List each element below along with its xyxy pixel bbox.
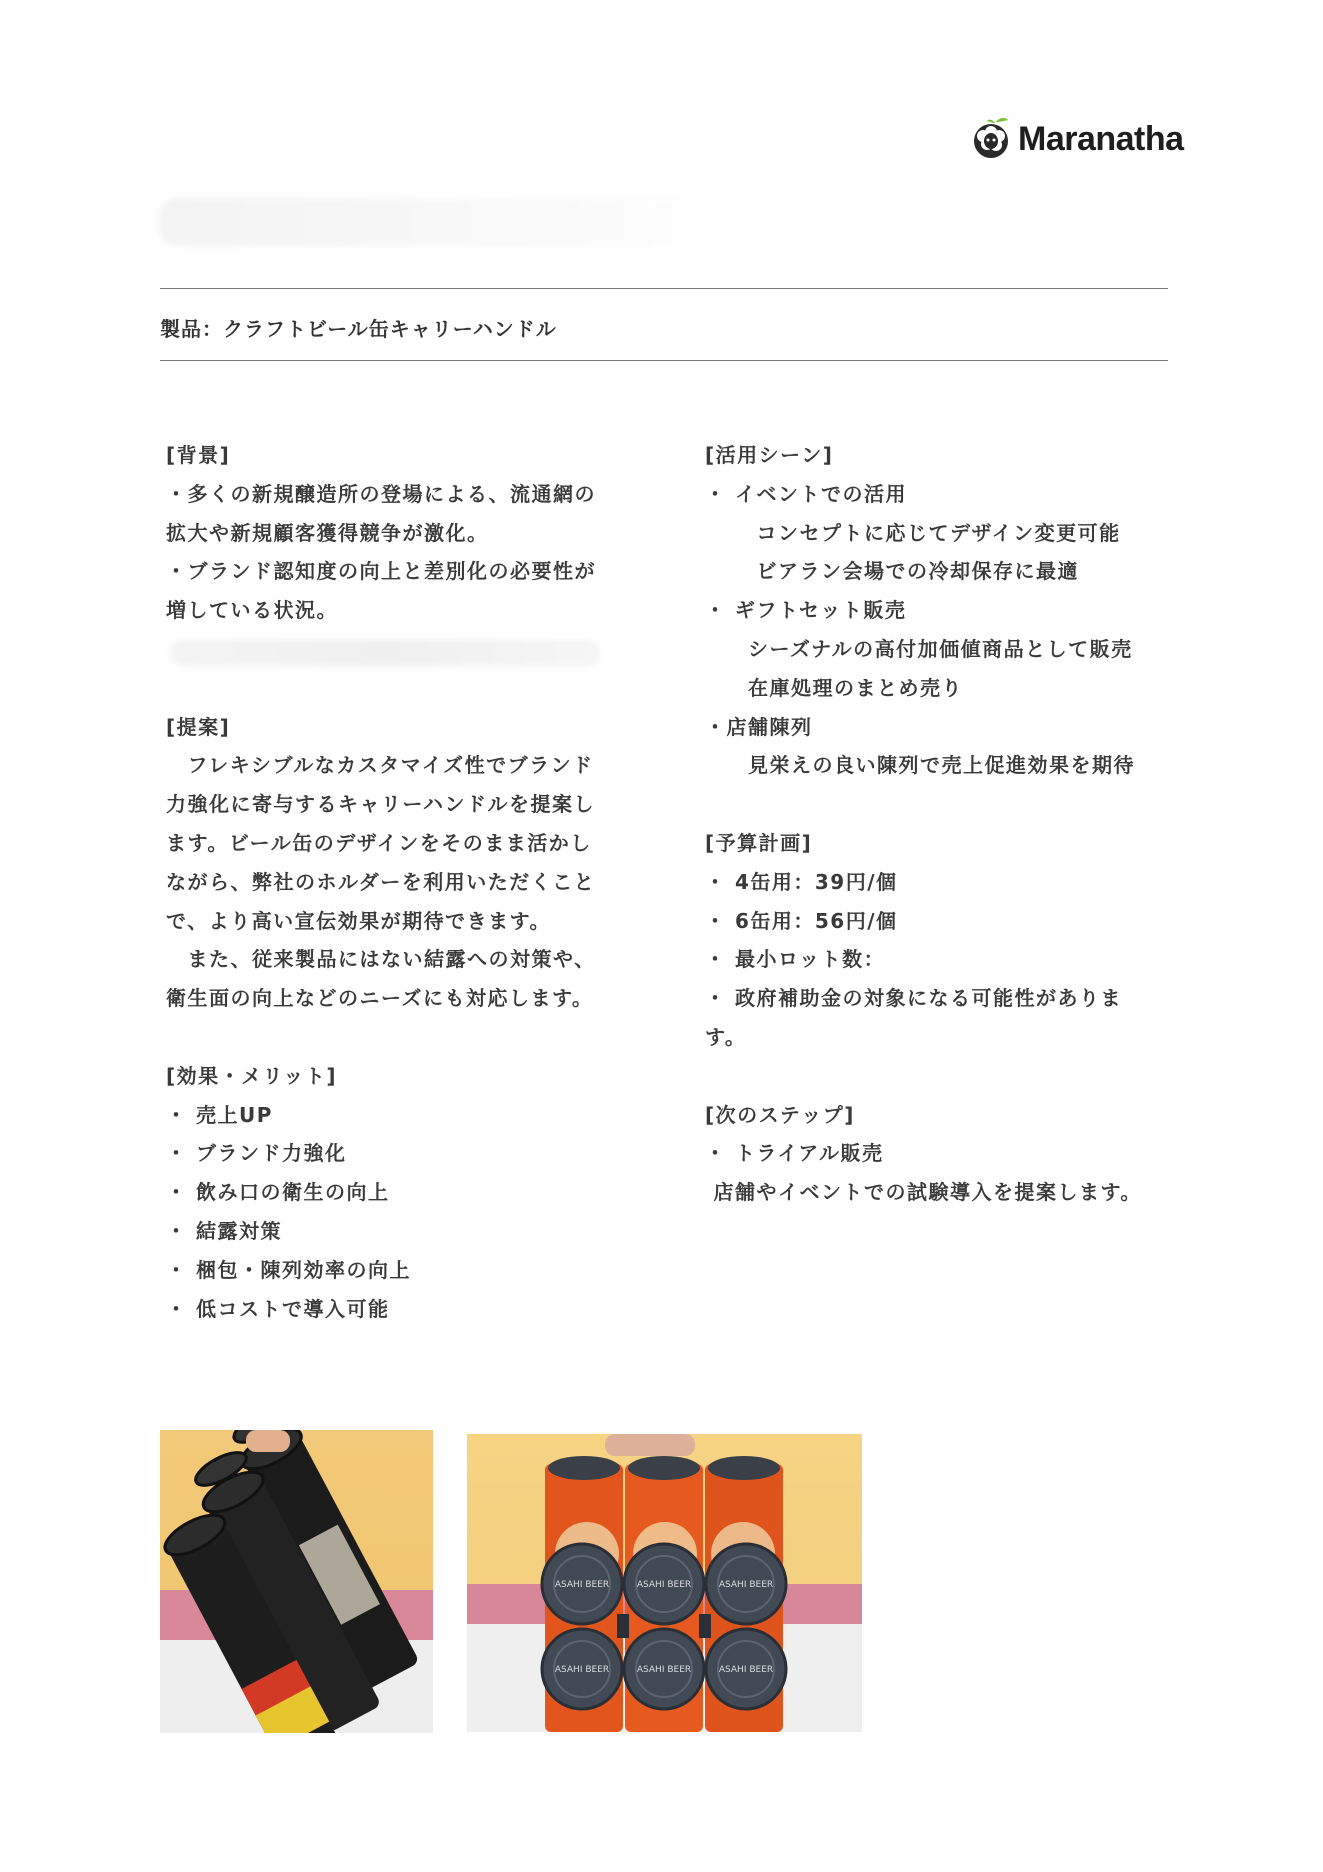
can-cap-label: ASAHI BEER [718,1580,774,1590]
proposal-line: 力強化に寄与するキャリーハンドルを提案し [166,792,595,817]
brand-name: Maranatha [1018,119,1184,158]
next-steps-line: 店舗やイベントでの試験導入を提案します。 [705,1180,1142,1205]
effects-item: ・ ブランド力強化 [166,1141,347,1166]
brand-logo [968,114,1184,164]
proposal-line: フレキシブルなカスタマイズ性でブランド [166,753,594,778]
left-column [166,436,636,1328]
background-line: ・多くの新規醸造所の登場による、流通網の [166,481,596,506]
can-cap-label: ASAHI BEER [554,1580,610,1590]
redacted-title [160,198,720,246]
can-cap-label: ASAHI BEER [554,1665,610,1675]
can-cap-label: ASAHI BEER [636,1580,692,1590]
budget-line: す。 [705,1024,747,1049]
background-line: 増している状況。 [166,598,338,623]
section-heading-background: [背景] [166,443,231,467]
scenes-line: 見栄えの良い陳列で売上促進効果を期待 [705,753,1135,778]
scenes-line: シーズナルの高付加価値商品として販売 [705,636,1133,661]
background-line: ・ブランド認知度の向上と差別化の必要性が [166,559,596,584]
section-heading-scenes: [活用シーン] [705,443,834,467]
proposal-line: また、従来製品にはない結露への対策や、 [166,947,596,972]
budget-line: ・ 6缶用：56円/個 [705,908,898,933]
can-cap-label: ASAHI BEER [718,1665,774,1675]
scenes-line: 在庫処理のまとめ売り [705,675,963,700]
scenes-line: ・ イベントでの活用 [705,481,907,506]
effects-item: ・ 売上UP [166,1102,273,1127]
budget-line: ・ 4缶用：39円/個 [705,869,898,894]
can-cap-label: ASAHI BEER [636,1665,692,1675]
section-heading-next-steps: [次のステップ] [705,1102,855,1127]
proposal-line: ながら、弊社のホルダーを利用いただくこと [166,869,596,894]
product-line: 製品：クラフトビール缶キャリーハンドル [160,317,557,341]
next-steps-line: ・ トライアル販売 [705,1141,884,1166]
section-heading-proposal: [提案] [166,714,231,739]
effects-item: ・ 梱包・陳列効率の向上 [166,1257,411,1282]
effects-item: ・ 結露対策 [166,1218,282,1243]
proposal-line: ます。ビール缶のデザインをそのまま活かし [166,830,592,855]
scenes-line: コンセプトに応じてデザイン変更可能 [705,520,1121,545]
scenes-line: ・ ギフトセット販売 [705,598,907,623]
redacted-line [166,630,636,669]
proposal-line: で、より高い宣伝効果が期待できます。 [166,908,551,933]
proposal-line: 衛生面の向上などのニーズにも対応します。 [166,986,594,1011]
scenes-line: ・店舗陳列 [705,714,813,739]
right-column [705,436,1175,1212]
sheep-leaf-logo-icon [968,116,1014,162]
section-heading-budget: [予算計画] [705,830,813,855]
budget-line: ・ 政府補助金の対象になる可能性がありま [705,986,1122,1011]
product-photo-orange-cans [467,1434,862,1732]
header-rule-bottom [160,360,1168,361]
effects-item: ・ 飲み口の衛生の向上 [166,1180,390,1205]
product-photo-black-cans [160,1430,433,1733]
budget-line: ・ 最小ロット数： [705,947,886,972]
scenes-line: ビアラン会場での冷却保存に最適 [705,559,1079,584]
background-line: 拡大や新規顧客獲得競争が激化。 [166,520,489,545]
header-rule-top [160,288,1168,289]
effects-item: ・ 低コストで導入可能 [166,1296,390,1321]
section-heading-effects: [効果・メリット] [166,1063,337,1088]
